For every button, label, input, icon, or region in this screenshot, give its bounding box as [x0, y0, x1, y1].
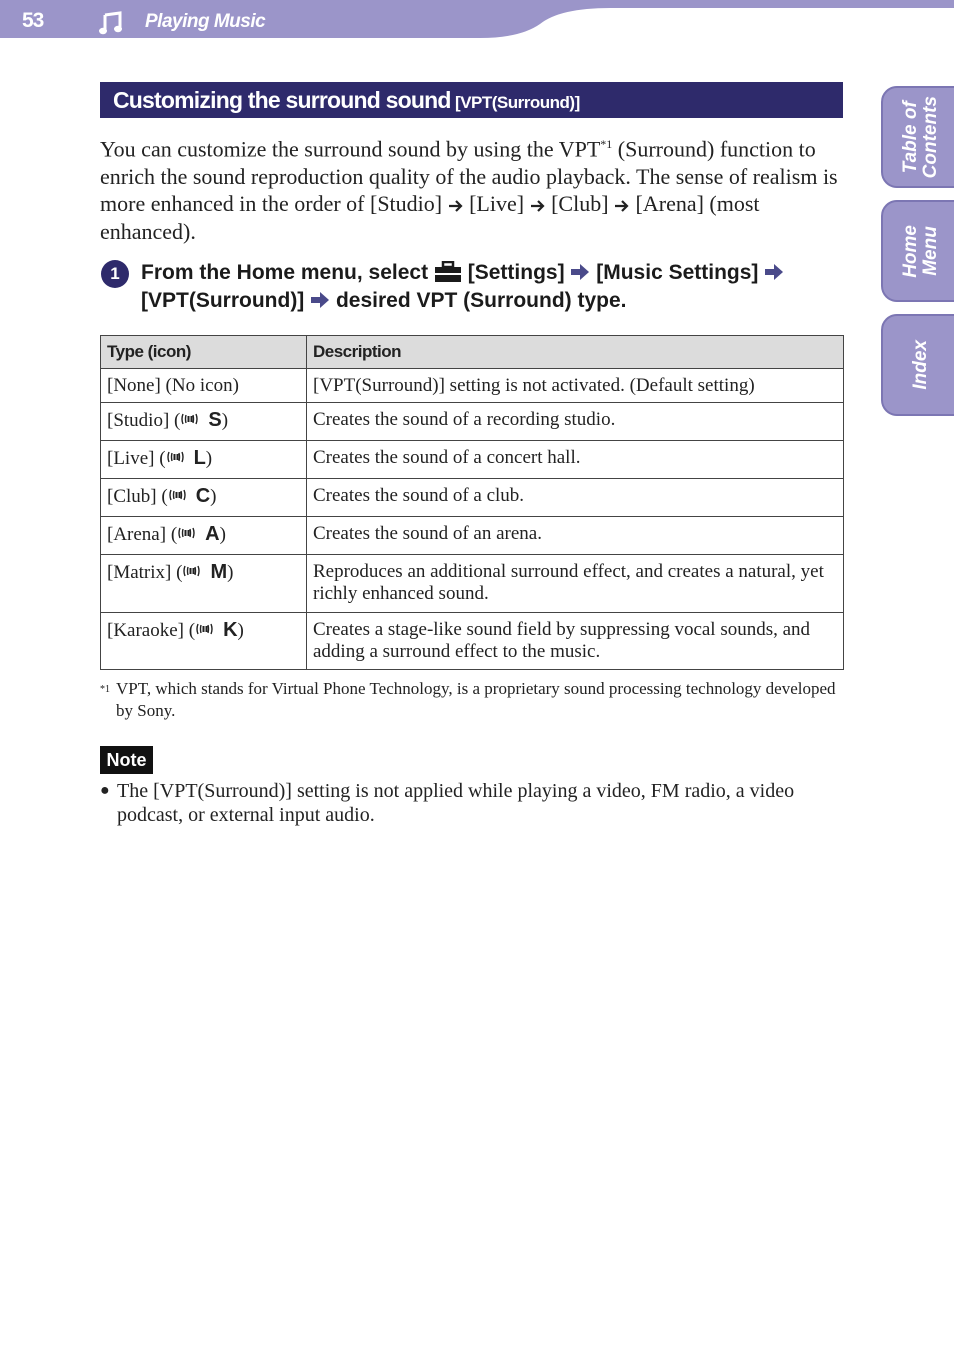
- step-text: [Music Settings]: [590, 261, 765, 284]
- step-text: From the Home menu, select: [141, 261, 434, 284]
- page-number: 53: [22, 9, 44, 32]
- tab-home-menu[interactable]: [881, 200, 954, 302]
- type-label-close: ): [227, 562, 234, 583]
- intro-text: You can customize the surround sound by using the VPT: [100, 136, 601, 162]
- arrow-right-icon: [448, 199, 464, 213]
- step-number: 1: [101, 260, 129, 288]
- description-cell: [VPT(Surround)] setting is not activated. (Default setting): [307, 369, 844, 403]
- type-label-close: ): [210, 486, 217, 507]
- type-cell: [101, 369, 307, 403]
- footnote-text: VPT, which stands for Virtual Phone Technology, is a proprietary sound processing technology developed by Sony.: [116, 679, 836, 720]
- step-text: [Settings]: [461, 261, 571, 284]
- vpt-icon-letter: M: [210, 561, 228, 583]
- description-cell: Creates a stage-like sound field by suppressing vocal sounds, and adding a surround effect to the music.: [307, 613, 844, 670]
- toolbox-icon: [434, 261, 462, 283]
- type-cell: [101, 613, 307, 670]
- bullet-icon: ●: [100, 782, 110, 799]
- intro-text: [Club]: [545, 191, 615, 217]
- table-row: [101, 369, 844, 403]
- arrow-right-icon: [570, 263, 590, 281]
- type-label: [Club] (: [107, 486, 168, 507]
- vpt-icon-letter: A: [205, 523, 220, 545]
- vpt-icon-letter: S: [208, 409, 222, 431]
- vpt-icon: [180, 409, 208, 435]
- arrow-right-icon: [530, 199, 546, 213]
- type-cell: [101, 517, 307, 555]
- intro-text: [Arena] (most enhanced).: [100, 191, 760, 244]
- vpt-icon-letter: C: [195, 485, 211, 507]
- heading-sub: [VPT(Surround)]: [455, 93, 580, 112]
- tab-label: Table of Contents: [900, 95, 941, 179]
- description-cell: Creates the sound of an arena.: [307, 517, 844, 555]
- vpt-icon: [195, 619, 223, 645]
- description-cell: Creates the sound of a concert hall.: [307, 441, 844, 479]
- type-label: [Live] (: [107, 448, 166, 469]
- section-heading: [100, 82, 843, 118]
- type-cell: [101, 555, 307, 613]
- table-row: [101, 517, 844, 555]
- vpt-type-table: [100, 335, 844, 670]
- type-label: [Karaoke] (: [107, 620, 196, 641]
- table-header-row: [101, 336, 844, 369]
- vpt-icon: [177, 523, 205, 549]
- note-body: [100, 779, 840, 827]
- table-row: [101, 403, 844, 441]
- footnote: [100, 678, 840, 722]
- vpt-icon: [166, 447, 194, 473]
- type-label: [Matrix] (: [107, 562, 183, 583]
- tab-label: Home Menu: [900, 224, 941, 278]
- column-header-type: Type (icon): [101, 336, 307, 369]
- arrow-right-icon: [310, 291, 330, 309]
- description-cell: Reproduces an additional surround effect, and creates a natural, yet richly enhanced sound.: [307, 555, 844, 613]
- type-cell: [101, 441, 307, 479]
- tab-table-of-contents[interactable]: [881, 86, 954, 188]
- vpt-icon: [168, 485, 196, 511]
- description-cell: Creates the sound of a club.: [307, 479, 844, 517]
- section-title: Playing Music: [145, 11, 266, 32]
- step-text: [VPT(Surround)]: [141, 289, 311, 312]
- vpt-icon-letter: L: [193, 447, 206, 469]
- header-band-shape: [0, 0, 954, 40]
- intro-text: (Surround) function to enrich the sound reproduction quality of the audio playback. The sense of realism is more enhanced in the order of [Studio]: [100, 136, 838, 217]
- arrow-right-icon: [764, 263, 784, 281]
- type-label-close: ): [219, 524, 226, 545]
- footnote-ref[interactable]: *1: [600, 137, 613, 151]
- heading-main: Customizing the surround sound: [113, 87, 451, 113]
- vpt-icon-letter: K: [223, 619, 238, 641]
- note-label: Note: [100, 746, 153, 774]
- intro-paragraph: [100, 131, 845, 245]
- table-row: [101, 613, 844, 670]
- note-text: The [VPT(Surround)] setting is not applied while playing a video, FM radio, a video podcast, or external input audio.: [117, 780, 795, 826]
- table-row: [101, 441, 844, 479]
- step-instruction: [141, 259, 841, 315]
- footnote-mark: *1: [100, 684, 110, 695]
- type-cell: [101, 403, 307, 441]
- column-header-description: Description: [307, 336, 844, 369]
- type-cell: [101, 479, 307, 517]
- page-header: [0, 0, 954, 40]
- intro-text: [Live]: [463, 191, 530, 217]
- type-label-close: ): [205, 448, 213, 469]
- type-label-close: ): [237, 620, 244, 641]
- type-label: [None] (No icon): [107, 375, 239, 396]
- tab-label: Index: [910, 340, 931, 390]
- type-label: [Arena] (: [107, 524, 178, 545]
- table-row: [101, 555, 844, 613]
- table-row: [101, 479, 844, 517]
- description-cell: Creates the sound of a recording studio.: [307, 403, 844, 441]
- type-label-close: ): [221, 410, 229, 431]
- tab-index[interactable]: [881, 314, 954, 416]
- step-text: desired VPT (Surround) type.: [330, 289, 627, 312]
- arrow-right-icon: [614, 199, 630, 213]
- music-note-icon: [98, 10, 124, 36]
- type-label: [Studio] (: [107, 410, 181, 431]
- vpt-icon: [182, 561, 210, 587]
